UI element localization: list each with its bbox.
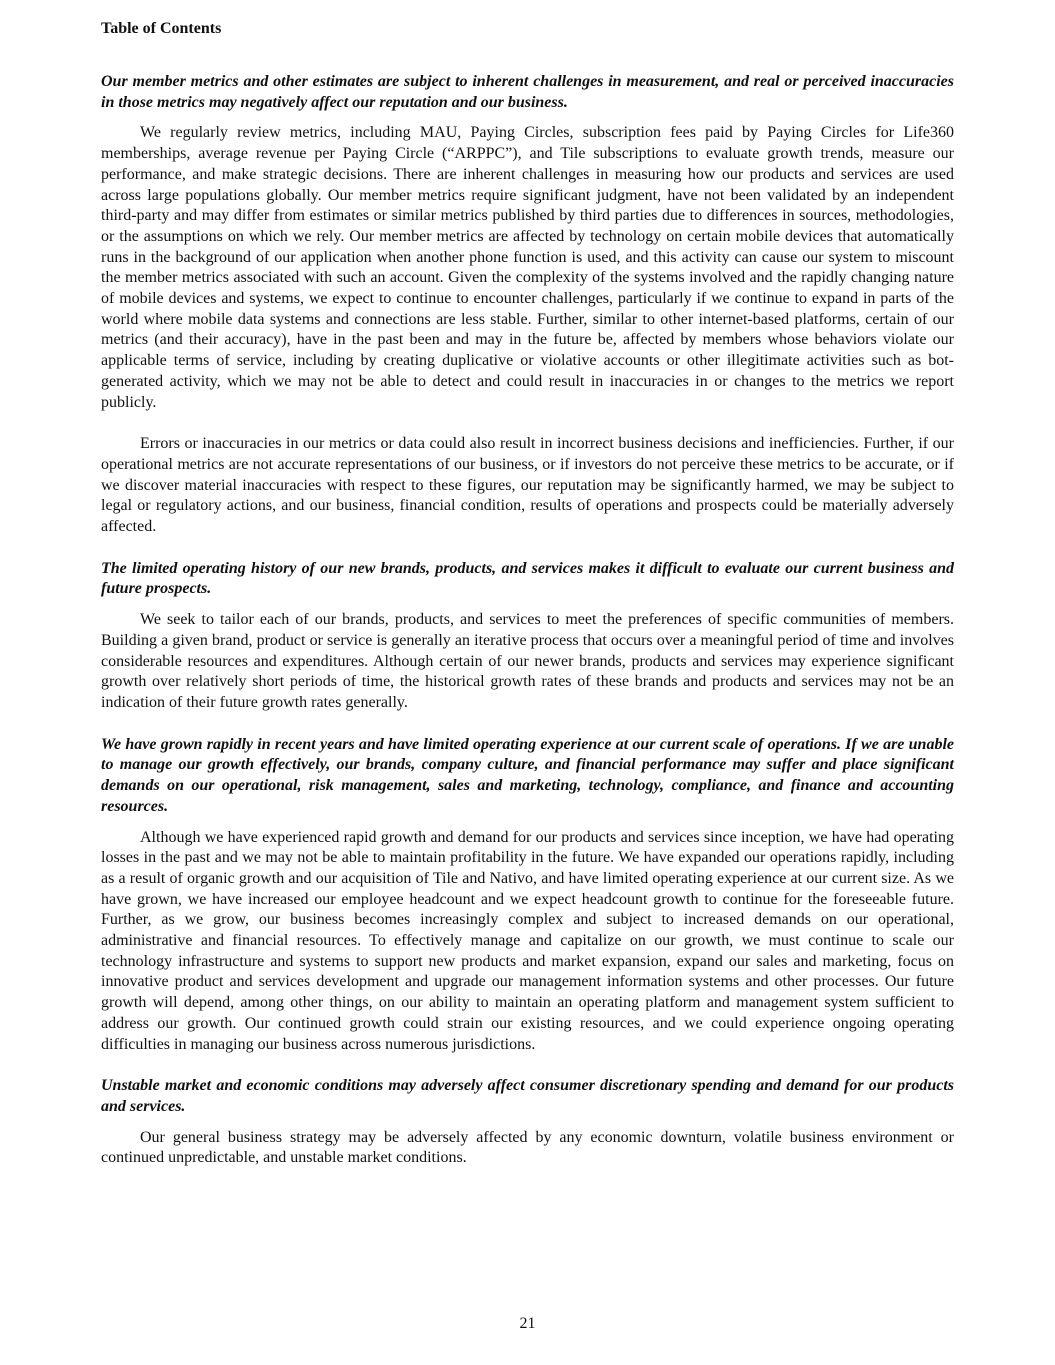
document-body: [101, 72, 954, 1169]
paragraph-growth-demand: Although we have experienced rapid growth and demand for our products and services since inception, we have had operating losses in the past and we may not be able to maintain profitability in the future. We have expanded our operations rapidly, including as a result of organic growth and our acquisition of Tile and Nativo, and have limited operating experience at our current size. As we have grown, we have increased our employee headcount and we expect headcount growth to continue for the foreseeable future. Further, as we grow, our business becomes increasingly complex and subject to increased demands on our operational, administrative and financial resources. To effectively manage and capitalize on our growth, we must continue to scale our technology infrastructure and systems to support new products and market expansion, expand our sales and marketing, focus on innovative product and services development and upgrade our management information systems and other processes. Our future growth will depend, among other things, on our ability to maintain an operating platform and management system sufficient to address our growth. Our continued growth could strain our existing resources, and we could experience ongoing operating difficulties in managing our business across numerous jurisdictions.: [101, 828, 954, 1053]
paragraph-metrics-errors: Errors or inaccuracies in our metrics or data could also result in incorrect business decisions and inefficiencies. Further, if our operational metrics are not accurate representations of our business, or if investors do not perceive these metrics to be accurate, or if we discover material inaccuracies with respect to these figures, our reputation may be significantly harmed, we may be subject to legal or regulatory actions, and our business, financial condition, results of operations and prospects could be materially adversely affected.: [101, 435, 954, 536]
paragraph-business-strategy: Our general business strategy may be adversely affected by any economic downturn, volatile business environment or continued unpredictable, and unstable market conditions.: [101, 1128, 954, 1167]
section-heading-limited-history: The limited operating history of our new brands, products, and services makes it difficult to evaluate our current business and future prospects.: [101, 559, 954, 598]
paragraph-tailor-brands: We seek to tailor each of our brands, products, and services to meet the preferences of specific communities of members. Building a given brand, product or service is generally an iterative process that occurs over a meaningful period of time and involves considerable resources and expenditures. Although certain of our newer brands, products and services may experience significant growth over relatively short periods of time, the historical growth rates of these brands and products and services may not be an indication of their future growth rates generally.: [101, 611, 954, 711]
section-heading-rapid-growth: We have grown rapidly in recent years and have limited operating experience at our current scale of operations. If we are unable to manage our growth effectively, our brands, company culture, and financial performance may suffer and place significant demands on our operational, risk management, sales and marketing, technology, compliance, and finance and accounting resources.: [101, 735, 954, 815]
table-of-contents-link[interactable]: Table of Contents: [101, 20, 222, 37]
page-number: 21: [519, 1315, 536, 1332]
section-heading-unstable-market: Unstable market and economic conditions may adversely affect consumer discretionary spending and demand for our products and services.: [101, 1077, 954, 1115]
section-heading-member-metrics: Our member metrics and other estimates are subject to inherent challenges in measurement, and real or perceived inaccuracies in those metrics may negatively affect our reputation and our business.: [101, 73, 954, 111]
paragraph-metrics-review: We regularly review metrics, including MAU, Paying Circles, subscription fees paid by Paying Circles for Life360 memberships, average revenue per Paying Circle (“ARPPC”), and Tile subscriptions to evaluate growth trends, measure our performance, and make strategic decisions. There are inherent challenges in measuring how our products and services are used across large populations globally. Our member metrics require significant judgment, have not been validated by an independent third-party and may differ from estimates or similar metrics published by third parties due to differences in sources, methodologies, or the assumptions on which we rely. Our member metrics are affected by technology on certain mobile devices that automatically runs in the background of our application when another phone function is used, and this activity can cause our system to miscount the member metrics associated with such an account. Given the complexity of the systems involved and the rapidly changing nature of mobile devices and systems, we expect to continue to encounter challenges, particularly if we continue to expand in parts of the world where mobile data systems and connections are less stable. Further, similar to other internet-based platforms, certain of our metrics (and their accuracy), have in the past been and may in the future be, affected by members whose behaviors violate our applicable terms of service, including by creating duplicative or violative accounts or other illegitimate activities such as bot-generated activity, which we may not be able to detect and could result in inaccuracies in or changes to the metrics we report publicly.: [101, 124, 954, 411]
